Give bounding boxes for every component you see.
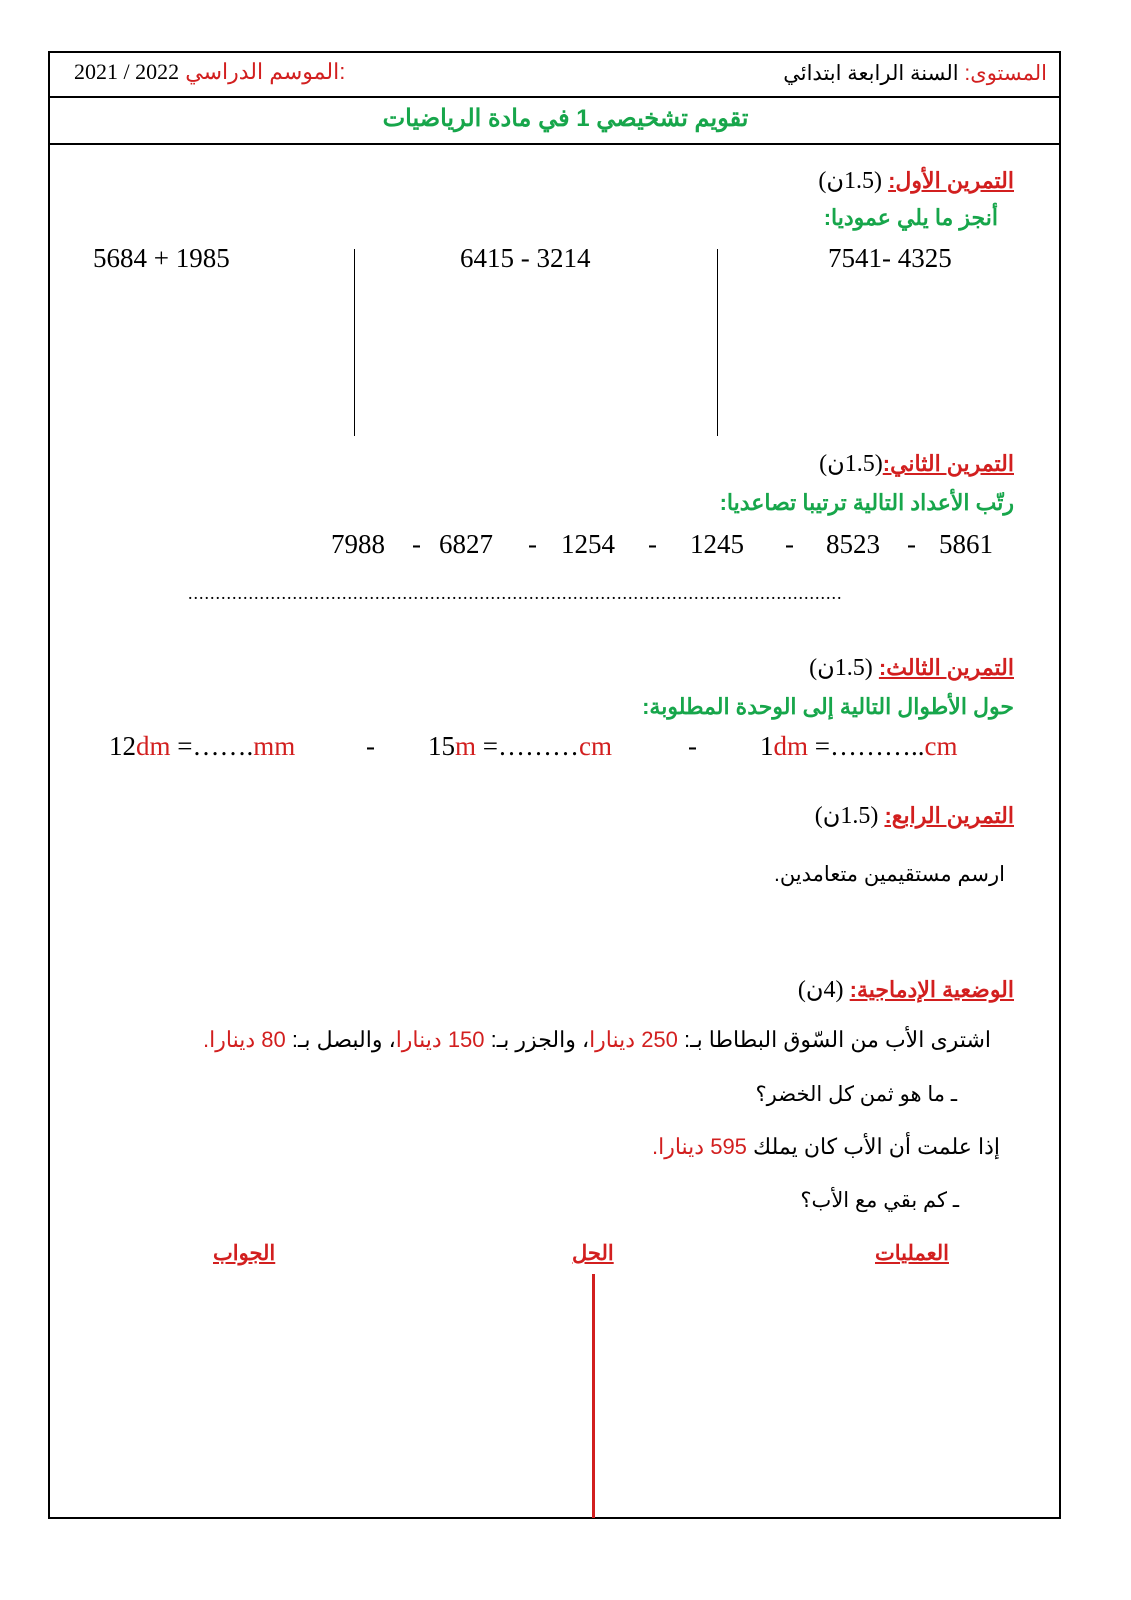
ex2-number-3: 1245	[690, 529, 744, 559]
ex2-answer-line: .......................................................................................................................	[188, 583, 843, 603]
season-info	[74, 59, 345, 85]
conv2-num: 15	[428, 731, 455, 761]
ex1-heading	[818, 166, 1014, 195]
conv1-unit: dm	[773, 731, 809, 761]
integ-title: الوضعية الإدماجية:	[849, 977, 1014, 1002]
ex4-points: (1.5ن)	[814, 803, 879, 829]
season-label: الموسم الدراسي:	[185, 59, 346, 84]
ex2-sep-5: -	[412, 529, 421, 559]
ex2-number-2: 8523	[826, 529, 880, 559]
ex3-sep-2: -	[366, 731, 375, 761]
ex2-instruction: رتّب الأعداد التالية ترتيبا تصاعديا:	[719, 490, 1014, 515]
integ-heading	[798, 975, 1014, 1004]
season-value: 2021 / 2022	[74, 59, 180, 84]
ex1-op-1: 7541- 4325	[828, 243, 952, 273]
integ-question-1: ـ ما هو ثمن كل الخضر؟	[755, 1083, 957, 1106]
conv3-eq: =…….	[170, 731, 254, 761]
ex2-number-1: 5861	[939, 529, 993, 559]
col-answer: الجواب	[213, 1242, 276, 1265]
ex3-conversion-2	[428, 731, 612, 762]
header-divider-1	[48, 96, 1061, 98]
ex1-op-2: 6415 - 3214	[460, 243, 591, 273]
integ-l3-p1: إذا علمت أن الأب كان يملك	[746, 1134, 1000, 1159]
conv3-unit: dm	[136, 731, 171, 761]
ex3-points: (1.5ن)	[809, 655, 873, 681]
father-money: 595 دينارا.	[651, 1134, 747, 1159]
integ-question-2: ـ كم بقي مع الأب؟	[800, 1189, 959, 1212]
integ-line-1	[203, 1027, 991, 1053]
conv1-num: 1	[760, 731, 774, 761]
integ-l1-p1: اشترى الأب من السّوق البطاطا بـ:	[677, 1027, 991, 1052]
potato-price: 250 دينارا	[589, 1027, 678, 1052]
integ-l1-p2: ، والجزر بـ:	[484, 1027, 590, 1052]
ex3-heading	[809, 653, 1014, 682]
ex1-divider-left	[354, 249, 355, 436]
ex3-title: التمرين الثالث:	[878, 655, 1014, 680]
conv2-target: cm	[579, 731, 612, 761]
ex2-heading	[819, 449, 1014, 478]
level-label: المستوى:	[964, 62, 1047, 85]
conv3-target: mm	[253, 731, 296, 761]
ex1-points: (1.5ن)	[818, 168, 882, 194]
ex3-conversion-1	[760, 731, 958, 762]
col-operations: العمليات	[875, 1242, 949, 1265]
col-solution: الحل	[572, 1242, 614, 1265]
ex2-sep-2: -	[785, 529, 794, 559]
conv3-num: 12	[109, 731, 136, 761]
ex2-number-5: 6827	[439, 529, 493, 559]
level-value: السنة الرابعة ابتدائي	[783, 62, 959, 85]
ex2-sep-4: -	[528, 529, 537, 559]
ex4-title: التمرين الرابع:	[884, 803, 1014, 828]
level-info	[783, 61, 1047, 86]
integ-l1-p3: ، والبصل بـ:	[285, 1027, 396, 1052]
ex4-heading	[815, 801, 1014, 830]
ex1-op-3: 5684 + 1985	[93, 243, 230, 273]
integ-points: (4ن)	[797, 977, 844, 1003]
conv1-eq: =………..	[808, 731, 925, 761]
carrot-price: 150 دينارا	[395, 1027, 485, 1052]
onion-price: 80 دينارا.	[203, 1027, 286, 1052]
conv2-unit: m	[455, 731, 477, 761]
ex2-sep-3: -	[648, 529, 657, 559]
ex2-title: التمرين الثاني:	[882, 451, 1014, 476]
ex2-number-4: 1254	[561, 529, 615, 559]
page-title: تقويم تشخيصي 1 في مادة الرياضيات	[382, 105, 749, 132]
integ-line-3	[652, 1134, 1000, 1160]
conv2-eq: =………	[476, 731, 579, 761]
ex3-instruction: حول الأطوال التالية إلى الوحدة المطلوبة:	[642, 694, 1014, 719]
ex3-sep-1: -	[688, 731, 697, 761]
ex1-title: التمرين الأول:	[888, 168, 1014, 193]
header-divider-2	[48, 143, 1061, 145]
ex2-sep-1: -	[907, 529, 916, 559]
ex1-divider-right	[717, 249, 718, 436]
ex3-conversion-3	[109, 731, 295, 762]
ex1-instruction: أنجز ما يلي عموديا:	[823, 205, 998, 230]
ex4-instruction: ارسم مستقيمين متعامدين.	[773, 863, 1005, 886]
ex2-number-6: 7988	[331, 529, 385, 559]
conv1-target: cm	[924, 731, 958, 761]
solution-divider	[592, 1274, 595, 1518]
ex2-points: (1.5ن)	[819, 451, 883, 477]
